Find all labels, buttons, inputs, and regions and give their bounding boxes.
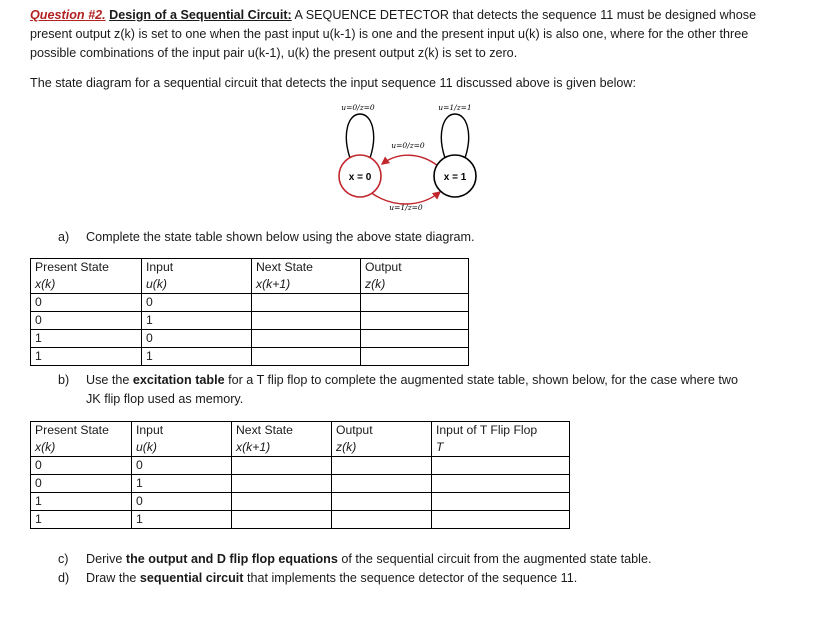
table-cell-editable[interactable] xyxy=(232,457,332,475)
table-cell-editable[interactable] xyxy=(332,475,432,493)
part-c-text-post: of the sequential circuit from the augmented state table. xyxy=(337,552,652,566)
table-b-header-output: Output xyxy=(332,422,432,440)
table-a-sub-uk: u(k) xyxy=(142,276,252,294)
table-cell-editable[interactable] xyxy=(232,493,332,511)
part-c-label: c) xyxy=(58,552,69,566)
self-loop-0-label: u=0/z=0 xyxy=(341,103,375,112)
table-cell: 0 xyxy=(142,330,252,348)
table-cell: 0 xyxy=(132,493,232,511)
state-1-label: x = 1 xyxy=(443,172,467,183)
part-a-label: a) xyxy=(58,230,70,244)
table-row xyxy=(31,330,469,348)
table-b-sub-xk: x(k) xyxy=(31,439,132,457)
table-cell-editable[interactable] xyxy=(432,475,570,493)
table-cell: 1 xyxy=(142,312,252,330)
table-cell-editable[interactable] xyxy=(432,457,570,475)
part-d-text-bold: sequential circuit xyxy=(139,571,244,585)
table-b-header-row xyxy=(31,422,570,440)
table-a-header-output: Output xyxy=(361,259,469,277)
table-cell-editable[interactable] xyxy=(432,493,570,511)
table-cell-editable[interactable] xyxy=(252,330,361,348)
table-cell: 1 xyxy=(31,348,142,366)
arrow-0-to-1-label: u=1/z=0 xyxy=(389,203,423,212)
table-cell-editable[interactable] xyxy=(332,457,432,475)
self-loop-0-arrow xyxy=(346,114,373,158)
part-b-text-pre: Use the xyxy=(86,373,133,387)
table-cell-editable[interactable] xyxy=(232,475,332,493)
table-b-sub-t: T xyxy=(432,439,570,457)
state-diagram xyxy=(320,100,520,220)
part-b-instruction-line2: JK flip flop used as memory. xyxy=(86,392,244,406)
self-loop-1-label: u=1/z=1 xyxy=(438,103,472,112)
part-c-text-pre: Derive xyxy=(86,552,126,566)
part-b-text-post: for a T flip flop to complete the augmented state table, shown below, for the case where two xyxy=(224,373,738,387)
table-cell-editable[interactable] xyxy=(361,294,469,312)
table-cell: 0 xyxy=(31,457,132,475)
table-cell: 0 xyxy=(132,457,232,475)
part-d-instruction xyxy=(58,569,577,587)
table-cell-editable[interactable] xyxy=(252,312,361,330)
table-row xyxy=(31,294,469,312)
part-b-instruction xyxy=(58,371,798,389)
part-d-text-pre: Draw the xyxy=(86,571,140,585)
table-b-sub-xk1: x(k+1) xyxy=(232,439,332,457)
table-a-header-next-state: Next State xyxy=(252,259,361,277)
table-a-header-input: Input xyxy=(142,259,252,277)
table-a-header-present-state: Present State xyxy=(31,259,142,277)
table-cell-editable[interactable] xyxy=(232,511,332,529)
arrow-1-to-0-label: u=0/z=0 xyxy=(391,141,425,150)
diagram-intro: The state diagram for a sequential circuit that detects the input sequence 11 discussed above is given below: xyxy=(30,76,637,90)
table-cell: 1 xyxy=(132,475,232,493)
table-a-sub-zk: z(k) xyxy=(361,276,469,294)
state-table-a xyxy=(30,258,469,366)
table-cell-editable[interactable] xyxy=(252,348,361,366)
part-c-instruction xyxy=(58,550,652,568)
part-b-text-bold: excitation table xyxy=(132,373,225,387)
table-row xyxy=(31,493,570,511)
table-cell-editable[interactable] xyxy=(332,493,432,511)
table-a-sub-xk1: x(k+1) xyxy=(252,276,361,294)
self-loop-1-arrow xyxy=(441,114,468,158)
table-cell: 1 xyxy=(31,493,132,511)
table-b-subheader-row xyxy=(31,439,570,457)
question-label: Question #2. xyxy=(30,8,106,22)
table-row xyxy=(31,312,469,330)
table-row xyxy=(31,511,570,529)
table-cell: 1 xyxy=(132,511,232,529)
table-b-header-t-input: Input of T Flip Flop xyxy=(432,422,570,440)
table-row xyxy=(31,348,469,366)
table-cell: 0 xyxy=(142,294,252,312)
table-b-sub-uk: u(k) xyxy=(132,439,232,457)
table-cell-editable[interactable] xyxy=(332,511,432,529)
table-a-header-row xyxy=(31,259,469,277)
table-cell-editable[interactable] xyxy=(361,330,469,348)
table-a-sub-xk: x(k) xyxy=(31,276,142,294)
table-a-subheader-row xyxy=(31,276,469,294)
state-table-b xyxy=(30,421,570,529)
table-row xyxy=(31,457,570,475)
table-cell: 1 xyxy=(142,348,252,366)
part-d-label: d) xyxy=(58,571,70,585)
arrow-1-to-0 xyxy=(382,155,438,166)
part-a-instruction xyxy=(58,228,475,246)
table-cell: 0 xyxy=(31,475,132,493)
part-d-text-post: that implements the sequence detector of the sequence 11. xyxy=(243,571,578,585)
table-cell-editable[interactable] xyxy=(252,294,361,312)
part-c-text-bold: the output and D flip flop equations xyxy=(125,552,338,566)
table-b-header-next-state: Next State xyxy=(232,422,332,440)
question-intro-text: A SEQUENCE DETECTOR that detects the sequence 11 must be designed whose present output z(k) is set to one when the past input u(k-1) is one and the present input u(k) is also one, where for the other three possible combinations of the input pair u(k-1), u(k) the present output z(k) is set to zero. xyxy=(30,8,757,60)
table-b-header-input: Input xyxy=(132,422,232,440)
table-cell-editable[interactable] xyxy=(361,312,469,330)
table-b-header-present-state: Present State xyxy=(31,422,132,440)
part-a-text: Complete the state table shown below using the above state diagram. xyxy=(86,230,475,244)
state-0-label: x = 0 xyxy=(348,172,372,183)
question-title: Design of a Sequential Circuit: xyxy=(109,8,292,22)
table-row xyxy=(31,475,570,493)
table-cell: 1 xyxy=(31,330,142,348)
table-cell: 1 xyxy=(31,511,132,529)
table-cell-editable[interactable] xyxy=(432,511,570,529)
table-b-sub-zk: z(k) xyxy=(332,439,432,457)
table-cell-editable[interactable] xyxy=(361,348,469,366)
question-intro xyxy=(30,6,790,63)
table-cell: 0 xyxy=(31,294,142,312)
part-b-label: b) xyxy=(58,373,70,387)
table-cell: 0 xyxy=(31,312,142,330)
